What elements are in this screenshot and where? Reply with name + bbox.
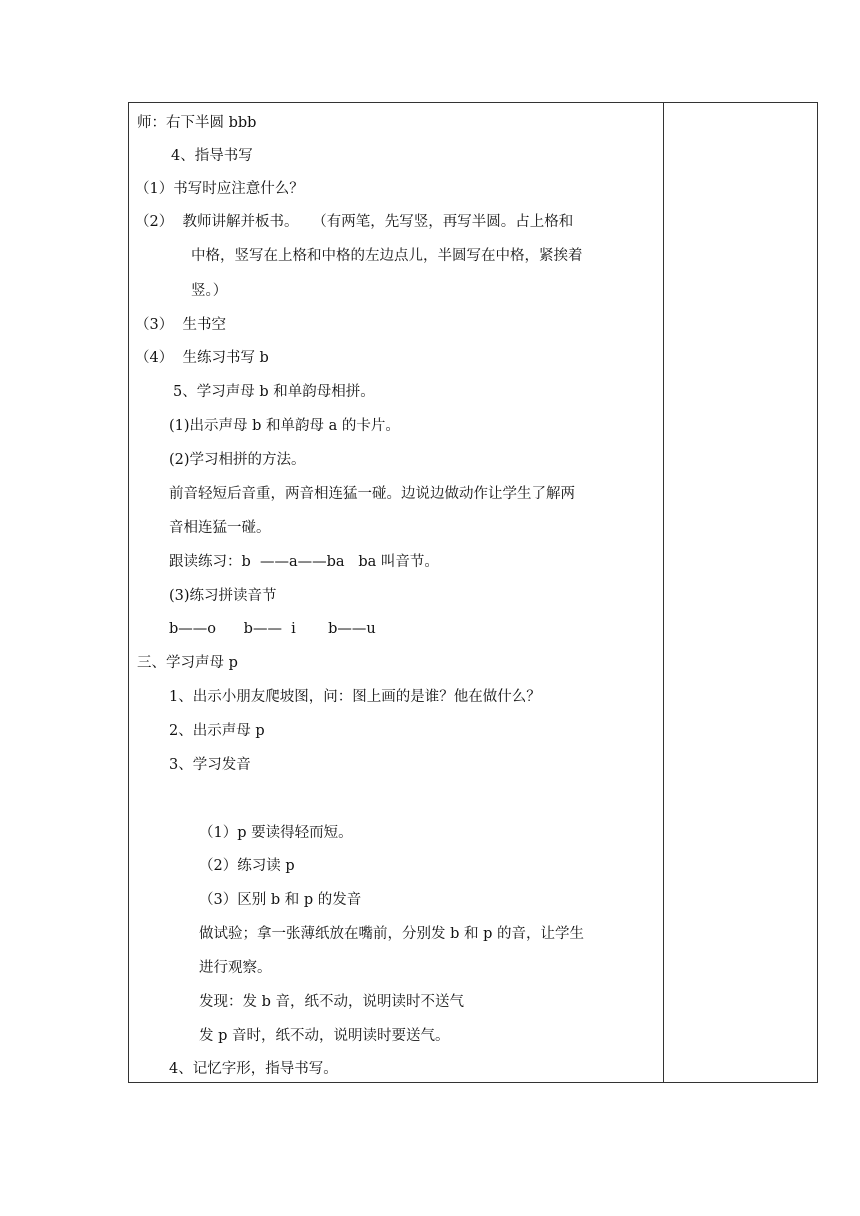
text-line: （1）p 要读得轻而短。 [199,825,353,841]
text-line: 音相连猛一碰。 [169,520,271,536]
text-line: (3)练习拼读音节 [169,588,277,604]
text-line: (1)出示声母 b 和单韵母 a 的卡片。 [169,418,400,434]
text-line: 发现：发 b 音，纸不动，说明读时不送气 [199,994,464,1010]
text-line: 竖。） [191,283,228,299]
text-line: 做试验；拿一张薄纸放在嘴前，分别发 b 和 p 的音，让学生 [199,926,584,942]
text-line: b——o b—— i b——u [169,621,376,637]
text-line: 进行观察。 [199,960,272,976]
text-line: 前音轻短后音重，两音相连猛一碰。边说边做动作让学生了解两 [169,486,575,502]
text-line: 师：右下半圆 bbb [137,115,257,131]
text-line: 跟读练习：b ——a——ba ba 叫音节。 [169,554,439,570]
text-line: 3、学习发音 [169,757,251,773]
text-line: （3）区别 b 和 p 的发音 [199,892,362,908]
text-line: （1）书写时应注意什么？ [135,181,304,197]
lesson-plan-table [128,102,818,1083]
text-line: 5、学习声母 b 和单韵母相拼。 [173,384,375,400]
text-line: （2） 教师讲解并板书。 （有两笔，先写竖，再写半圆。占上格和 [135,214,574,230]
text-line: 中格，竖写在上格和中格的左边点儿，半圆写在中格，紧挨着 [191,248,583,264]
text-line: 三、学习声母 p [137,655,238,671]
text-line: (2)学习相拼的方法。 [169,452,306,468]
text-line: （3） 生书空 [135,317,226,333]
text-line: （4） 生练习书写 b [135,350,269,366]
text-line: 4、记忆字形，指导书写。 [169,1061,338,1077]
text-line: （2）练习读 p [199,858,295,874]
text-line: 4、指导书写 [171,148,253,164]
text-line: 1、出示小朋友爬坡图，问：图上画的是谁？他在做什么？ [169,689,541,705]
text-line: 发 p 音时，纸不动，说明读时要送气。 [199,1028,450,1044]
text-line: 2、出示声母 p [169,723,265,739]
notes-column [664,103,817,1082]
